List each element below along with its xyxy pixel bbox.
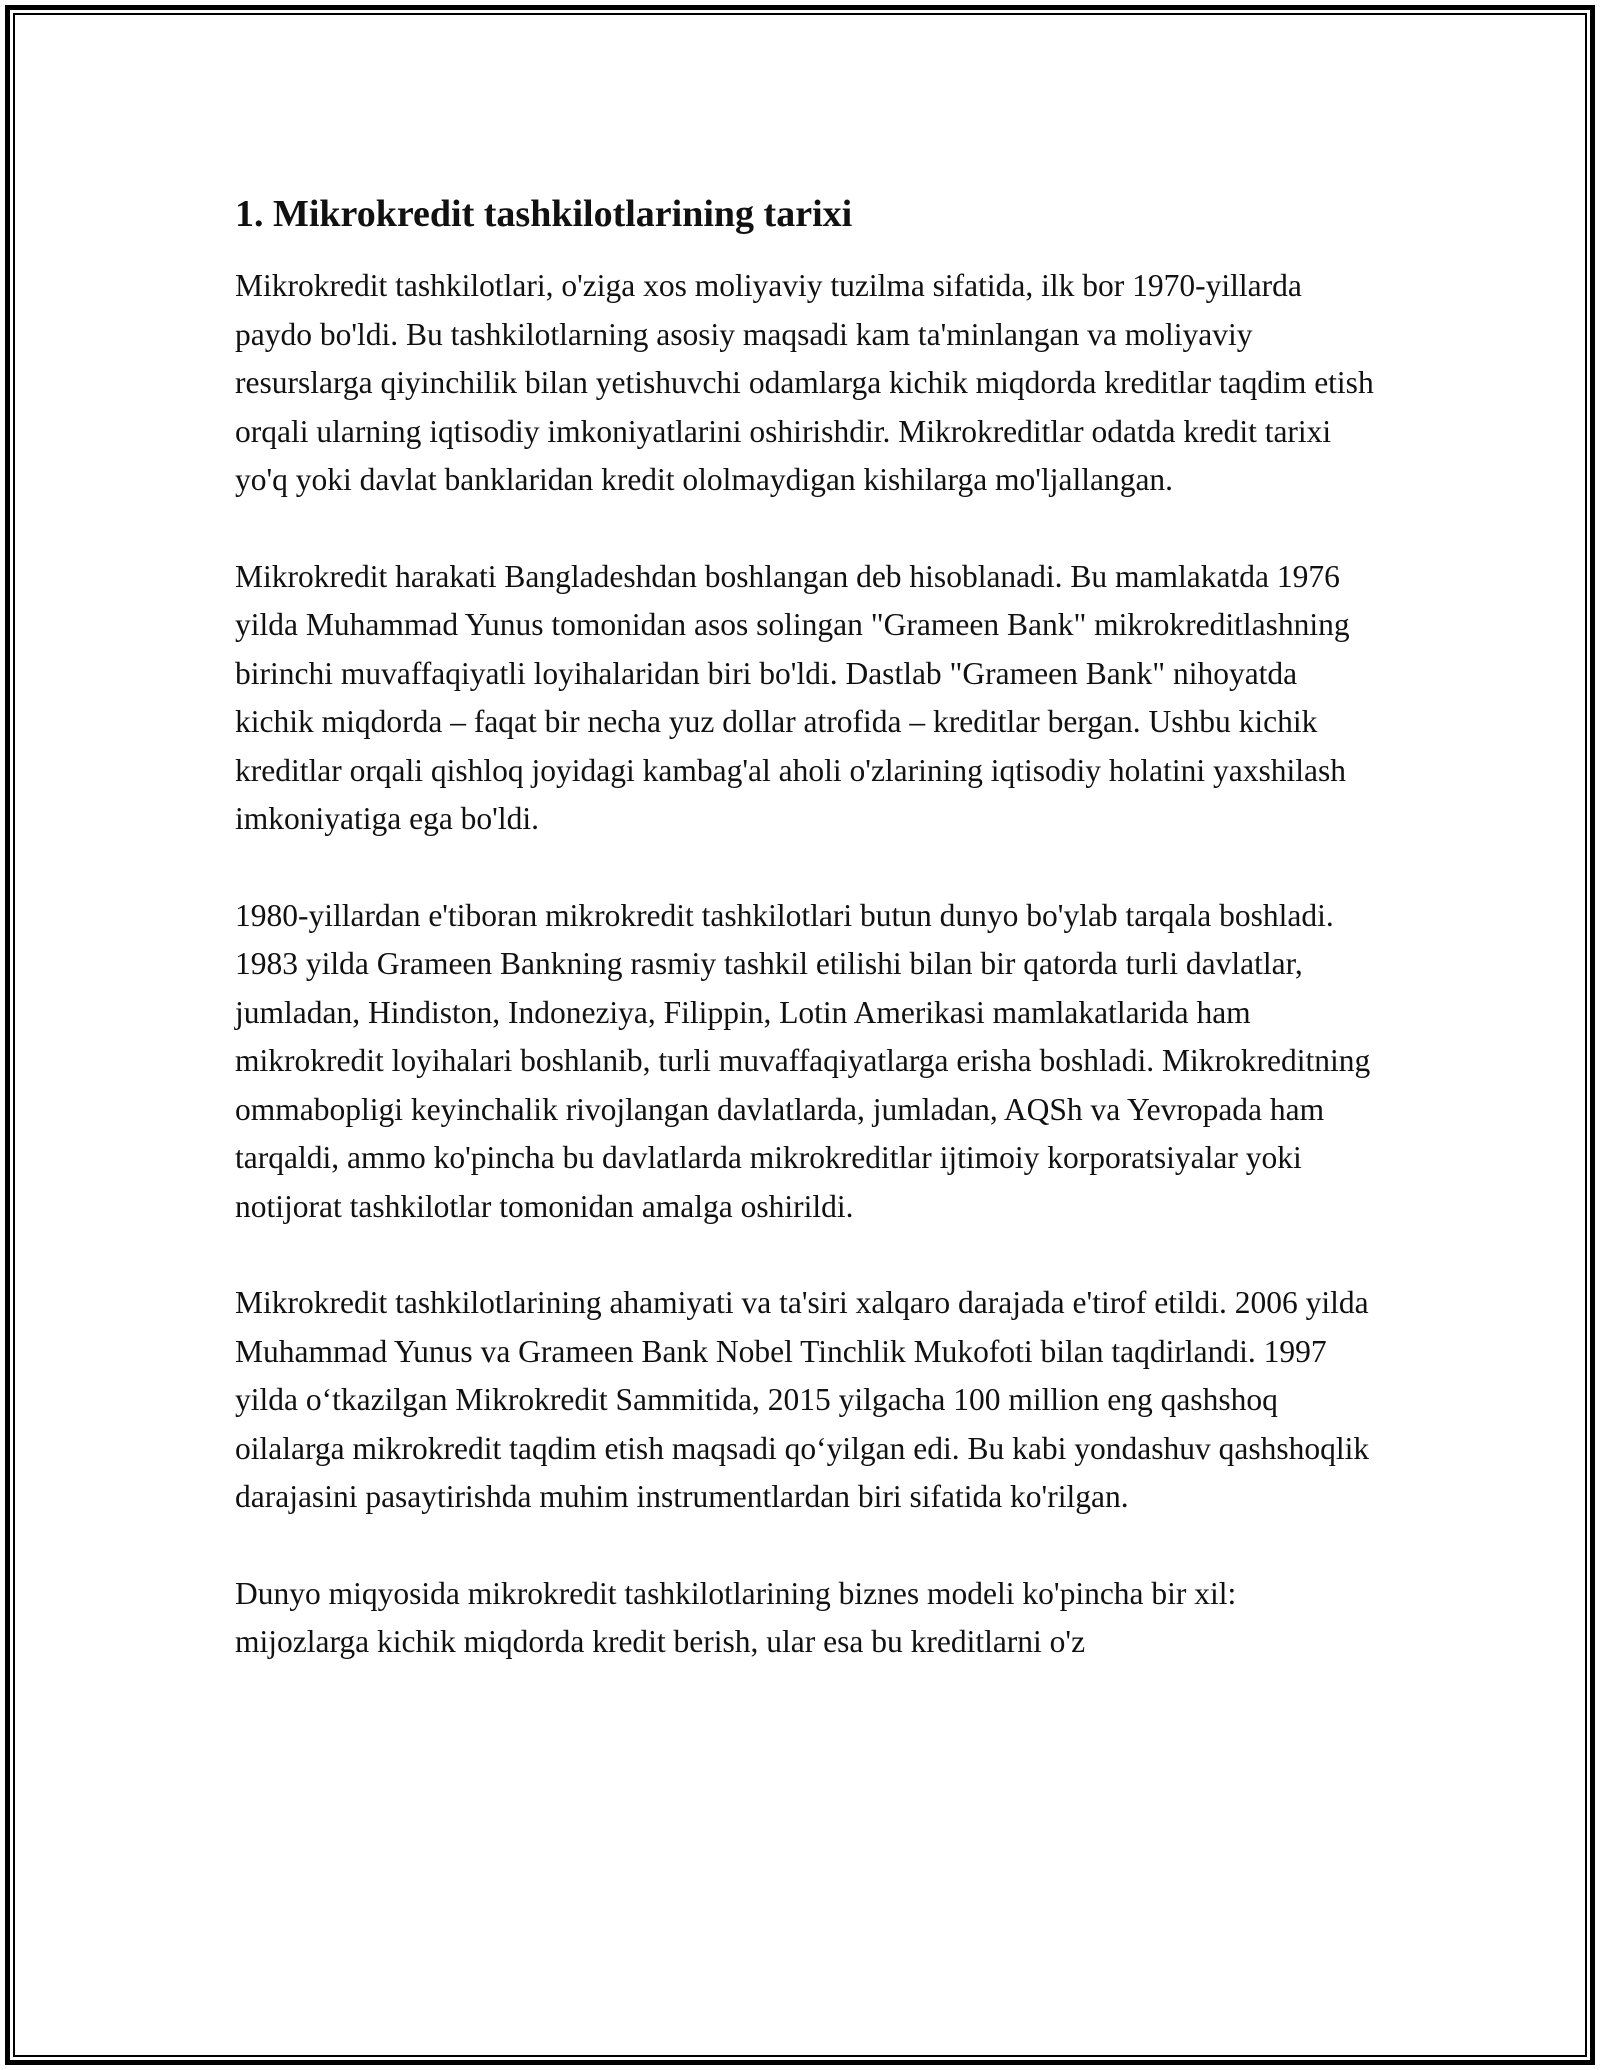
paragraph-5: Dunyo miqyosida mikrokredit tashkilotlarining biznes modeli ko'pincha bir xil: mijozlarga kichik miqdorda kredit berish, ular esa bu kreditlarni o'z <box>235 1575 1237 1659</box>
section-heading: 1. Mikrokredit tashkilotlarining tarixi <box>235 193 853 235</box>
paragraph-4: Mikrokredit tashkilotlarining ahamiyati va ta'siri xalqaro darajada e'tirof etildi. 2006 yilda Muhammad Yunus va Grameen Bank Nobel Tinchlik Mukofoti bilan taqdirlandi. 1997 yilda o‘tkazilgan Mikrokredit Sammitida, 2015 yilgacha 100 million eng qashshoq oilalarga mikrokredit taqdim etish maqsadi qo‘yilgan edi. Bu kabi yondashuv qashshoqlik darajasini pasaytirishda muhim instrumentlardan biri sifatida ko'rilgan. <box>235 1285 1370 1514</box>
paragraph-1: Mikrokredit tashkilotlari, o'ziga xos moliyaviy tuzilma sifatida, ilk bor 1970-yillarda paydo bo'ldi. Bu tashkilotlarning asosiy maqsadi kam ta'minlangan va moliyaviy resurslarga qiyinchilik bilan yetishuvchi odamlarga kichik miqdorda kreditlar taqdim etish orqali ularning iqtisodiy imkoniyatlarini oshirishdir. Mikrokreditlar odatda kredit tarixi yo'q yoki davlat banklaridan kredit ololmaydigan kishilarga mo'ljallangan. <box>235 268 1374 497</box>
paragraph-3: 1980-yillardan e'tiboran mikrokredit tashkilotlari butun dunyo bo'ylab tarqala boshladi. 1983 yilda Grameen Bankning rasmiy tashkil etilishi bilan bir qatorda turli davlatlar, jumladan, Hindiston, Indoneziya, Filippin, Lotin Amerikasi mamlakatlarida ham mikrokredit loyihalari boshlanib, turli muvaffaqiyatlarga erisha boshladi. Mikrokreditning ommabopligi keyinchalik rivojlangan davlatlarda, jumladan, AQSh va Yevropada ham tarqaldi, ammo ko'pincha bu davlatlarda mikrokreditlar ijtimoiy korporatsiyalar yoki notijorat tashkilotlar tomonidan amalga oshirildi. <box>235 897 1371 1224</box>
document-body <box>235 190 1375 1715</box>
paragraph-2: Mikrokredit harakati Bangladeshdan boshlangan deb hisoblanadi. Bu mamlakatda 1976 yilda Muhammad Yunus tomonidan asos solingan "Grameen Bank" mikrokreditlashning birinchi muvaffaqiyatli loyihalaridan biri bo'ldi. Dastlab "Grameen Bank" nihoyatda kichik miqdorda – faqat bir necha yuz dollar atrofida – kreditlar bergan. Ushbu kichik kreditlar orqali qishloq joyidagi kambag'al aholi o'zlarining iqtisodiy holatini yaxshilash imkoniyatiga ega bo'ldi. <box>235 558 1350 836</box>
